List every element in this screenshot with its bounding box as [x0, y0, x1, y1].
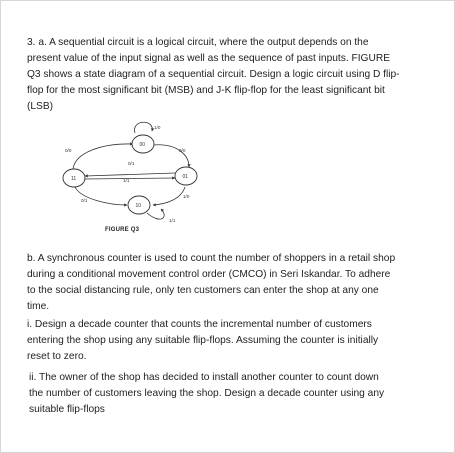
edge-label: 0/1 — [128, 161, 135, 166]
edge-00-loop — [135, 122, 153, 133]
state-diagram — [57, 119, 232, 241]
part-a-line: Q3 shows a state diagram of a sequential circuit. Design a logic circuit using D flip- — [27, 69, 400, 80]
edge-label: 1/1 — [123, 178, 130, 183]
part-b-line: time. — [27, 301, 50, 312]
question-part-b-ii — [29, 370, 439, 418]
edge-label: 1/0 — [183, 194, 190, 199]
edge-11-00 — [73, 144, 133, 169]
part-b-line: to the social distancing rule, only ten customers can enter the shop at any one — [27, 285, 379, 296]
figure-caption: FIGURE Q3 — [105, 227, 140, 233]
part-a-line: (LSB) — [27, 101, 54, 112]
question-part-a — [27, 35, 437, 115]
part-b-line: during a conditional movement control order (CMCO) in Seri Iskandar. To adhere — [27, 269, 391, 280]
edge-01-11 — [85, 173, 175, 176]
state-11-label: 11 — [71, 176, 77, 182]
edge-10-loop — [147, 209, 164, 219]
edge-label: 0/1 — [81, 198, 88, 203]
part-b-ii-line: suitable flip-flops — [29, 404, 105, 415]
part-a-line: present value of the input signal as well as the sequence of past inputs. FIGURE — [27, 53, 390, 64]
edge-label: 0/0 — [179, 148, 186, 153]
edge-01-10 — [153, 187, 185, 205]
part-b-ii-line: the number of customers leaving the shop. Design a decade counter using any — [29, 388, 385, 399]
edge-11-01 — [85, 178, 175, 179]
part-b-i-line: entering the shop using any suitable flip-flops. Assuming the counter is initially — [27, 335, 379, 346]
state-00-label: 00 — [139, 142, 146, 148]
part-b-line: b. A synchronous counter is used to count the number of shoppers in a retail shop — [27, 253, 396, 264]
edge-label: 0/0 — [65, 148, 72, 153]
edge-label: 1/1 — [169, 218, 176, 223]
part-b-i-line: i. Design a decade counter that counts the incremental number of customers — [27, 319, 372, 330]
edge-label: 1/0 — [154, 125, 161, 130]
part-a-line: flop for the most significant bit (MSB) and J-K flip-flop for the least significant bit — [27, 85, 385, 96]
question-part-b — [27, 251, 437, 315]
question-part-b-i — [27, 317, 437, 365]
state-10-label: 10 — [135, 203, 142, 209]
state-01-label: 01 — [182, 174, 189, 180]
part-b-i-line: reset to zero. — [27, 351, 87, 362]
part-a-line: 3. a. A sequential circuit is a logical circuit, where the output depends on the — [27, 37, 369, 48]
part-b-ii-line: ii. The owner of the shop has decided to install another counter to count down — [29, 372, 379, 383]
